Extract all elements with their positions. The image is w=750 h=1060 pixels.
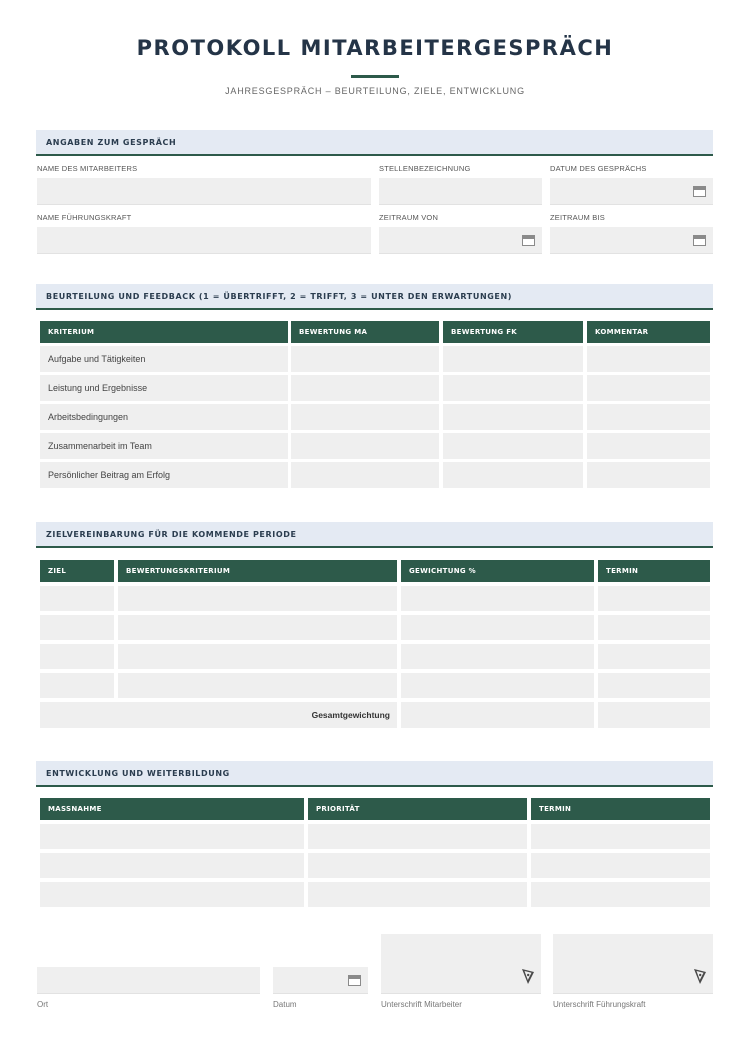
deadline-cell[interactable] <box>598 615 710 640</box>
page-subtitle: JAHRESGESPRÄCH – BEURTEILUNG, ZIELE, ENTWICKLUNG <box>225 86 525 96</box>
priority-cell[interactable] <box>308 824 527 849</box>
column-header-evaluation-criterion: BEWERTUNGSKRITERIUM <box>118 560 397 582</box>
total-weighting-label-cell <box>40 702 397 728</box>
employee-signature-field[interactable] <box>381 934 541 994</box>
rating-manager-cell[interactable] <box>443 462 583 488</box>
signature-pen-icon <box>693 967 707 985</box>
title-divider <box>351 75 399 78</box>
measure-cell[interactable] <box>40 824 304 849</box>
employee-signature-label: Unterschrift Mitarbeiter <box>381 1000 462 1009</box>
total-weighting-label: Gesamtgewichtung <box>311 710 390 720</box>
goal-cell[interactable] <box>40 615 114 640</box>
evaluation-criterion-cell[interactable] <box>118 586 397 611</box>
measure-cell[interactable] <box>40 882 304 907</box>
section-heading-development: ENTWICKLUNG UND WEITERBILDUNG <box>36 761 713 787</box>
column-header-deadline: TERMIN <box>531 798 710 820</box>
rating-employee-cell[interactable] <box>291 462 439 488</box>
goal-cell[interactable] <box>40 673 114 698</box>
job-title-label: STELLENBEZEICHNUNG <box>379 164 471 173</box>
period-from-field[interactable] <box>379 227 542 254</box>
page-title: PROTOKOLL MITARBEITERGESPRÄCH <box>136 36 614 60</box>
column-header-rating-employee: BEWERTUNG MA <box>291 321 439 343</box>
deadline-cell[interactable] <box>531 882 710 907</box>
column-header-deadline: TERMIN <box>598 560 710 582</box>
column-header-criterion: KRITERIUM <box>40 321 288 343</box>
weighting-cell[interactable] <box>401 644 594 669</box>
column-header-weighting: GEWICHTUNG % <box>401 560 594 582</box>
weighting-cell[interactable] <box>401 673 594 698</box>
rating-employee-cell[interactable] <box>291 404 439 430</box>
column-header-priority: PRIORITÄT <box>308 798 527 820</box>
review-criterion-cell: Zusammenarbeit im Team <box>40 433 288 459</box>
manager-name-label: NAME FÜHRUNGSKRAFT <box>37 213 132 222</box>
weighting-cell[interactable] <box>401 615 594 640</box>
meeting-date-field[interactable] <box>550 178 713 205</box>
deadline-cell[interactable] <box>598 644 710 669</box>
comment-cell[interactable] <box>587 433 710 459</box>
employee-name-label: NAME DES MITARBEITERS <box>37 164 138 173</box>
column-header-goal: ZIEL <box>40 560 114 582</box>
comment-cell[interactable] <box>587 346 710 372</box>
review-criterion-cell: Aufgabe und Tätigkeiten <box>40 346 288 372</box>
column-header-rating-manager: BEWERTUNG FK <box>443 321 583 343</box>
calendar-icon[interactable] <box>693 235 706 246</box>
place-field[interactable] <box>37 967 260 994</box>
section-heading-goals: ZIELVEREINBARUNG FÜR DIE KOMMENDE PERIODE <box>36 522 713 548</box>
section-heading-review: BEURTEILUNG UND FEEDBACK (1 = ÜBERTRIFFT, 2 = TRIFFT, 3 = UNTER DEN ERWARTUNGEN) <box>36 284 713 310</box>
measure-cell[interactable] <box>40 853 304 878</box>
deadline-cell[interactable] <box>598 586 710 611</box>
priority-cell[interactable] <box>308 853 527 878</box>
review-criterion-cell: Leistung und Ergebnisse <box>40 375 288 401</box>
rating-employee-cell[interactable] <box>291 433 439 459</box>
deadline-cell[interactable] <box>531 824 710 849</box>
period-from-label: ZEITRAUM VON <box>379 213 439 222</box>
evaluation-criterion-cell[interactable] <box>118 673 397 698</box>
total-deadline-cell[interactable] <box>598 702 710 728</box>
review-criterion-cell: Persönlicher Beitrag am Erfolg <box>40 462 288 488</box>
job-title-field[interactable] <box>379 178 542 205</box>
rating-manager-cell[interactable] <box>443 433 583 459</box>
manager-signature-label: Unterschrift Führungskraft <box>553 1000 646 1009</box>
manager-name-field[interactable] <box>37 227 371 254</box>
evaluation-criterion-cell[interactable] <box>118 644 397 669</box>
rating-employee-cell[interactable] <box>291 375 439 401</box>
manager-signature-field[interactable] <box>553 934 713 994</box>
goal-cell[interactable] <box>40 644 114 669</box>
signature-date-field[interactable] <box>273 967 368 994</box>
review-criterion-cell: Arbeitsbedingungen <box>40 404 288 430</box>
rating-manager-cell[interactable] <box>443 404 583 430</box>
evaluation-criterion-cell[interactable] <box>118 615 397 640</box>
calendar-icon[interactable] <box>522 235 535 246</box>
signature-pen-icon <box>521 967 535 985</box>
comment-cell[interactable] <box>587 375 710 401</box>
goal-cell[interactable] <box>40 586 114 611</box>
period-to-field[interactable] <box>550 227 713 254</box>
rating-manager-cell[interactable] <box>443 375 583 401</box>
place-label: Ort <box>37 1000 49 1009</box>
deadline-cell[interactable] <box>598 673 710 698</box>
column-header-measure: MASSNAHME <box>40 798 304 820</box>
weighting-cell[interactable] <box>401 586 594 611</box>
period-to-label: ZEITRAUM BIS <box>550 213 605 222</box>
column-header-comment: KOMMENTAR <box>587 321 710 343</box>
signature-date-label: Datum <box>273 1000 297 1009</box>
deadline-cell[interactable] <box>531 853 710 878</box>
comment-cell[interactable] <box>587 404 710 430</box>
comment-cell[interactable] <box>587 462 710 488</box>
employee-name-field[interactable] <box>37 178 371 205</box>
total-weighting-field[interactable] <box>401 702 594 728</box>
meeting-date-label: DATUM DES GESPRÄCHS <box>550 164 647 173</box>
rating-manager-cell[interactable] <box>443 346 583 372</box>
section-heading-info: ANGABEN ZUM GESPRÄCH <box>36 130 713 156</box>
priority-cell[interactable] <box>308 882 527 907</box>
rating-employee-cell[interactable] <box>291 346 439 372</box>
calendar-icon[interactable] <box>693 186 706 197</box>
calendar-icon[interactable] <box>348 975 361 986</box>
